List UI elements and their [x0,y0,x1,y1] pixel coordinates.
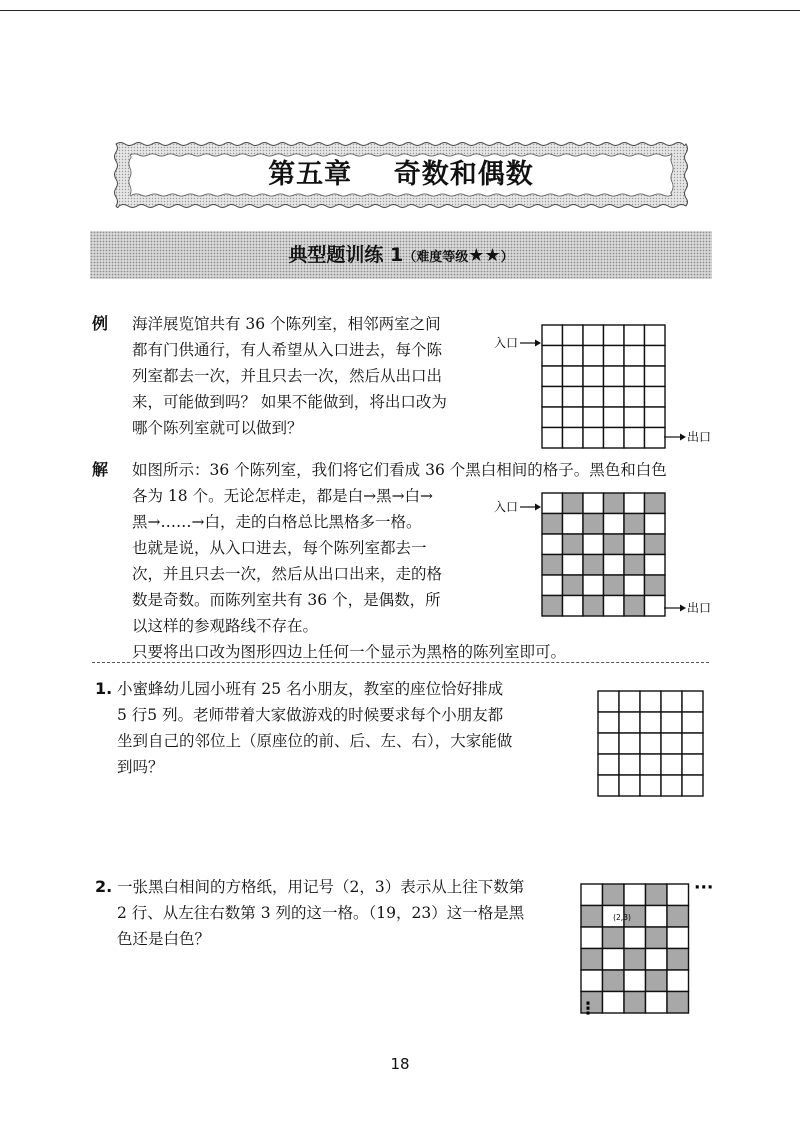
grid-cell [604,493,625,514]
grid-cell [645,428,666,449]
grid-cell [624,325,645,346]
grid-cell [604,346,625,367]
grid-cell [563,346,584,367]
entrance-label: 入口 [494,500,519,514]
grid-cell [682,691,703,712]
grid-cell [646,949,668,971]
example-line: 都有门供通行，有人希望从入口进去，每个陈 [132,341,443,359]
problem-1-line: 5 行5 列。老师带着大家做游戏的时候要求每个小朋友都 [117,706,504,724]
problem-1-line: 坐到自己的邻位上（原座位的前、后、左、右），大家能做 [117,732,513,750]
grid-cell [604,596,625,617]
solution-line: 各为 18 个。无论怎样走，都是白→黑→白→ [132,487,434,505]
grid-cell [603,970,625,992]
grid-cell [583,325,604,346]
problem-1-grid [598,691,703,796]
grid-cell [583,596,604,617]
grid-cell [583,534,604,555]
grid-cell [619,712,640,733]
grid-cell [646,884,668,906]
problem-1-grid-figure [590,688,710,800]
grid-cell [667,992,689,1014]
grid-cell [604,387,625,408]
page-number: 18 [390,1055,410,1073]
grid-cell [624,970,646,992]
grid-cell [583,366,604,387]
problem-2-number: 2. [95,877,113,896]
grid-cell [563,387,584,408]
grid-cell [542,387,563,408]
grid-cell [624,534,645,555]
example-grid-figure [490,318,720,458]
grid-cell [645,387,666,408]
grid-cell [563,575,584,596]
grid-cell [604,534,625,555]
grid-cell [624,514,645,535]
grid-cell [661,754,682,775]
grid-cell [598,691,619,712]
exit-label: 出口 [687,601,712,615]
section-header-bar [90,231,712,279]
grid-cell [603,949,625,971]
grid-cell [583,346,604,367]
grid-cell [604,575,625,596]
grid-cell [619,691,640,712]
grid-cell [640,733,661,754]
grid-cell [645,555,666,576]
grid-cell [581,927,603,949]
grid-cell [667,949,689,971]
grid-cell [619,733,640,754]
exit-arrowhead [680,434,686,441]
grid-cell [542,596,563,617]
grid-cell [682,775,703,796]
grid-cell [645,366,666,387]
grid-cell [583,493,604,514]
grid-cell [667,970,689,992]
grid-cell [542,514,563,535]
problem-2-line: 2 行、从左往右数第 3 列的这一格。（19，23）这一格是黑 [117,904,525,922]
cell-label-2-3: (2,3) [613,913,631,922]
example-grid [542,325,665,448]
grid-cell [646,992,668,1014]
grid-cell [583,407,604,428]
grid-cell [583,514,604,535]
grid-cell [682,733,703,754]
difficulty-stars: ★★ [468,245,501,266]
section-title-main: 典型题训练 1 [288,244,404,266]
example-line: 哪个陈列室就可以做到？ [132,419,303,437]
example-line: 来，可能做到吗？ 如果不能做到，将出口改为 [132,393,447,411]
grid-cell [624,575,645,596]
solution-line: 黑→……→白，走的白格总比黑格多一格。 [132,513,422,531]
problem-1-line: 小蜜蜂幼儿园小班有 25 名小朋友，教室的座位恰好排成 [117,680,504,698]
grid-cell [667,906,689,928]
grid-cell [542,555,563,576]
example-tag: 例 [92,314,109,333]
grid-cell [624,366,645,387]
solution-line: 次，并且只去一次，然后从出口出来，走的格 [132,565,443,583]
grid-cell [667,884,689,906]
grid-cell [645,493,666,514]
grid-cell [598,712,619,733]
grid-cell [682,754,703,775]
grid-cell [598,733,619,754]
entrance-arrowhead [535,504,541,511]
grid-cell [563,325,584,346]
grid-cell [624,992,646,1014]
problem-1-line: 到吗？ [117,758,164,776]
grid-cell [542,428,563,449]
ellipsis-down: ⋮ [579,999,597,1018]
ellipsis-right: ··· [694,878,714,898]
section-title [90,231,712,279]
grid-cell [581,949,603,971]
grid-cell [624,387,645,408]
solution-checkerboard-figure [490,490,720,630]
grid-cell [581,906,603,928]
grid-cell [542,534,563,555]
section-title-difficulty: （难度等级 [403,250,469,265]
problem-1-number: 1. [95,679,113,698]
grid-cell [624,927,646,949]
grid-cell [604,325,625,346]
grid-cell [604,428,625,449]
grid-cell [661,691,682,712]
grid-cell [645,596,666,617]
section-divider [92,662,709,663]
grid-cell [563,555,584,576]
grid-cell [661,733,682,754]
grid-cell [645,534,666,555]
grid-cell [563,428,584,449]
grid-cell [542,407,563,428]
grid-cell [604,366,625,387]
grid-cell [542,493,563,514]
chapter-title: 第五章 奇数和偶数 [268,159,534,190]
grid-cell [645,346,666,367]
entrance-label: 入口 [494,336,519,350]
grid-cell [542,575,563,596]
solution-tag: 解 [92,460,109,479]
grid-cell [619,754,640,775]
entrance-arrowhead [535,340,541,347]
grid-cell [624,949,646,971]
grid-cell [542,366,563,387]
grid-cell [604,407,625,428]
grid-cell [667,927,689,949]
solution-line: 只要将出口改为图形四边上任何一个显示为黑格的陈列室即可。 [132,643,567,661]
grid-cell [645,407,666,428]
grid-cell [682,712,703,733]
problem-2-line: 一张黑白相间的方格纸，用记号（2，3）表示从上往下数第 [117,878,525,896]
grid-cell [603,992,625,1014]
grid-cell [598,754,619,775]
problem-2-checkerboard-figure [575,878,715,1018]
problem-2-line: 色还是白色？ [117,930,211,948]
exit-label: 出口 [687,430,712,444]
grid-cell [563,514,584,535]
grid-cell [542,346,563,367]
top-rule [0,10,800,11]
grid-cell [646,927,668,949]
solution-line: 数是奇数。而陈列室共有 36 个，是偶数，所 [132,591,441,609]
example-line: 列室都去一次，并且只去一次，然后从出口出 [132,367,443,385]
grid-cell [583,575,604,596]
grid-cell [563,493,584,514]
solution-line: 如图所示：36 个陈列室，我们将它们看成 36 个黑白相间的格子。黑色和白色 [132,461,667,479]
grid-cell [646,970,668,992]
grid-cell [624,555,645,576]
grid-cell [624,346,645,367]
grid-cell [603,884,625,906]
problem-2-checkerboard [581,884,689,1013]
grid-cell [581,970,603,992]
grid-cell [604,514,625,535]
grid-cell [563,596,584,617]
grid-cell [598,775,619,796]
grid-cell [563,366,584,387]
grid-cell [583,428,604,449]
chapter-banner [112,140,690,210]
grid-cell [624,407,645,428]
grid-cell [583,555,604,576]
grid-cell [640,775,661,796]
grid-cell [542,325,563,346]
grid-cell [624,428,645,449]
grid-cell [563,407,584,428]
solution-line: 以这样的参观路线不存在。 [132,617,319,635]
grid-cell [645,325,666,346]
grid-cell [645,514,666,535]
solution-checkerboard [542,493,665,616]
grid-cell [661,712,682,733]
grid-cell [581,884,603,906]
example-line: 海洋展览馆共有 36 个陈列室，相邻两室之间 [132,315,441,333]
grid-cell [640,691,661,712]
grid-cell [603,927,625,949]
grid-cell [645,575,666,596]
grid-cell [646,906,668,928]
grid-cell [640,754,661,775]
grid-cell [624,884,646,906]
section-title-close: ） [500,250,514,265]
grid-cell [563,534,584,555]
grid-cell [619,775,640,796]
grid-cell [624,493,645,514]
solution-line: 也就是说，从入口进去，每个陈列室都去一 [132,539,427,557]
grid-cell [604,555,625,576]
grid-cell [640,712,661,733]
grid-cell [624,596,645,617]
exit-arrowhead [680,605,686,612]
grid-cell [583,387,604,408]
grid-cell [661,775,682,796]
